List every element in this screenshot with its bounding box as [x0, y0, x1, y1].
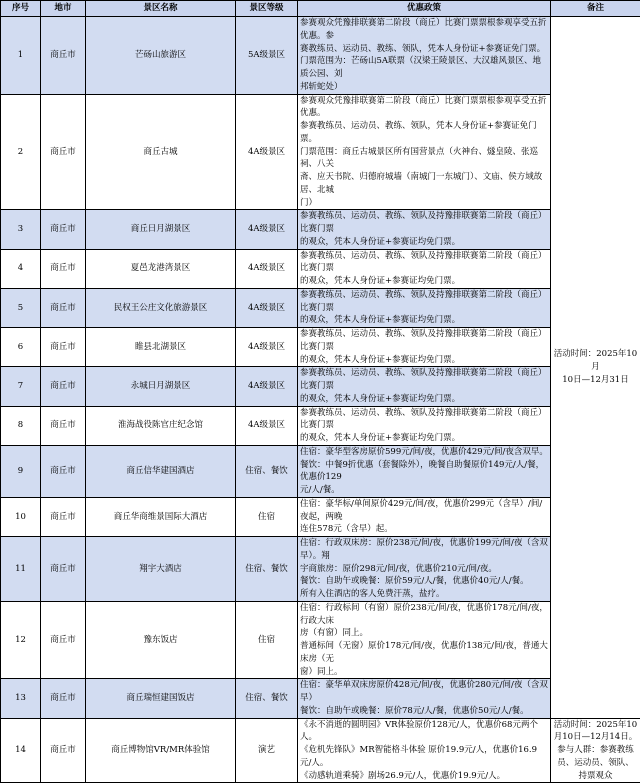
scenic-name-cell: 翔宇大酒店 [86, 537, 236, 602]
city-cell: 商丘市 [41, 601, 86, 679]
level-cell: 4A级景区 [236, 406, 298, 445]
row-number: 1 [1, 17, 41, 95]
level-cell: 4A级景区 [236, 367, 298, 406]
col-header-city: 地市 [41, 1, 86, 17]
policy-line: 赛教练员、运动员、教练、领队，凭本人身份证+参赛证免门票。 [300, 43, 548, 56]
city-cell: 商丘市 [41, 328, 86, 367]
policy-cell [298, 94, 551, 210]
policy-line: 参赛教练员、运动员、教练、领队及持豫排联赛第二阶段（商丘）比赛门票 [300, 407, 548, 433]
table-row [1, 288, 640, 327]
row-number: 8 [1, 406, 41, 445]
level-cell: 4A级景区 [236, 210, 298, 249]
policy-line: 参赛教练员、运动员、教练、领队及持豫排联赛第二阶段（商丘）比赛门票 [300, 367, 548, 393]
policy-cell [298, 601, 551, 679]
scenic-name-cell: 商丘信华建国酒店 [86, 445, 236, 497]
policy-cell [298, 328, 551, 367]
policy-line: 的观众，凭本人身份证+参赛证均免门票。 [300, 275, 548, 288]
policy-cell [298, 445, 551, 497]
policy-line: 的观众，凭本人身份证+参赛证均免门票。 [300, 354, 548, 367]
row-number: 13 [1, 679, 41, 718]
policy-line: 元/人/餐。 [300, 484, 548, 497]
level-cell: 5A级景区 [236, 17, 298, 95]
scenic-name-cell: 商丘博物馆VR/MR体验馆 [86, 718, 236, 783]
row-number: 14 [1, 718, 41, 783]
policy-cell [298, 17, 551, 95]
table-row [1, 718, 640, 783]
city-cell: 商丘市 [41, 94, 86, 210]
policy-cell [298, 679, 551, 718]
policy-line: 住宿：行政标间（有窗）原价238元/间/夜，优惠价178元/间/夜，行政大床 [300, 602, 548, 628]
remark-line: 持票观众 [553, 770, 638, 783]
table-row [1, 497, 640, 536]
policy-line: 《危机先锋队》MR智能格斗体验 原价19.9元/人，优惠价16.9元/人。 [300, 744, 548, 770]
policy-line: 的观众，凭本人身份证+参赛证均免门票。 [300, 236, 548, 249]
policy-line: 参赛教练员、运动员、教练、领队及持豫排联赛第二阶段（商丘）比赛门票 [300, 328, 548, 354]
row-number: 2 [1, 94, 41, 210]
policy-line: 餐饮：中餐9折优惠（套餐除外），晚餐自助餐原价149元/人/餐，优惠价129 [300, 459, 548, 485]
table-row [1, 537, 640, 602]
row-number: 4 [1, 249, 41, 288]
scenic-name-cell: 淮海战役陈官庄纪念馆 [86, 406, 236, 445]
table-row [1, 328, 640, 367]
policy-line: 门票范围：商丘古城景区所有国营景点（火神台、燧皇陵、张巡祠、八关 [300, 146, 548, 172]
col-header-name: 景区名称 [86, 1, 236, 17]
city-cell: 商丘市 [41, 537, 86, 602]
col-header-level: 景区等级 [236, 1, 298, 17]
city-cell: 商丘市 [41, 679, 86, 718]
policy-cell [298, 288, 551, 327]
level-cell: 住宿、餐饮 [236, 445, 298, 497]
row-number: 6 [1, 328, 41, 367]
scenic-name-cell: 商丘古城 [86, 94, 236, 210]
city-cell: 商丘市 [41, 445, 86, 497]
policy-cell [298, 249, 551, 288]
policy-line: 门） [300, 197, 548, 210]
policy-cell [298, 497, 551, 536]
scenic-name-cell: 商丘瑞恒建国饭店 [86, 679, 236, 718]
scenic-name-cell: 商丘华商维景国际大酒店 [86, 497, 236, 536]
remark-line: 月10日—12月14日。 [553, 731, 638, 744]
remark-line: 活动时间：2025年10 [553, 719, 638, 732]
scenic-name-cell: 豫东饭店 [86, 601, 236, 679]
policy-line: 宇商旅房：原价298元/间/夜，优惠价210元/间/夜。 [300, 563, 548, 576]
level-cell: 住宿、餐饮 [236, 537, 298, 602]
level-cell: 4A级景区 [236, 249, 298, 288]
row-number: 11 [1, 537, 41, 602]
policy-line: 《动感轨道乘骑》剧场26.9元/人，优惠价19.9元/人。 [300, 770, 548, 783]
policy-line: 参赛观众凭豫排联赛第二阶段（商丘）比赛门票票根参观享受五折优惠。参 [300, 17, 548, 43]
policy-line: 门票范围为：芒砀山5A联票（汉梁王陵景区、大汉雄风景区、地质公园、刘 [300, 55, 548, 81]
table-row [1, 445, 640, 497]
level-cell: 演艺 [236, 718, 298, 783]
policy-line: 《永不消逝的圆明园》VR体验原价128元/人，优惠价68元两个人。 [300, 719, 548, 745]
remark-line: 员、运动员、领队、 [553, 757, 638, 770]
scenic-name-cell: 睢县北湖景区 [86, 328, 236, 367]
policy-line: 的观众，凭本人身份证+参赛证均免门票。 [300, 314, 548, 327]
level-cell: 住宿 [236, 601, 298, 679]
city-cell: 商丘市 [41, 497, 86, 536]
policy-line: 住宿：行政双床房：原价238元/间/夜，优惠价199元/间/夜（含双早）。翔 [300, 537, 548, 563]
row-number: 12 [1, 601, 41, 679]
city-cell: 商丘市 [41, 288, 86, 327]
policy-cell [298, 210, 551, 249]
city-cell: 商丘市 [41, 210, 86, 249]
level-cell: 4A级景区 [236, 288, 298, 327]
policy-line: 房（有窗）同上。 [300, 627, 548, 640]
remark-line: 活动时间：2025年10月 [553, 348, 638, 374]
policy-line: 普通标间（无窗）原价178元/间/夜，优惠价138元/间/夜，普通大床房（无 [300, 640, 548, 666]
table-row [1, 249, 640, 288]
remark-line: 参与人群：参赛教练 [553, 744, 638, 757]
table-row [1, 17, 640, 95]
policy-cell [298, 367, 551, 406]
policy-line: 参赛教练员、运动员、教练、领队及持豫排联赛第二阶段（商丘）比赛门票 [300, 250, 548, 276]
policy-cell [298, 406, 551, 445]
policy-line: 餐饮：自助午或晚餐：原价59元/人/餐，优惠价40元/人/餐。 [300, 575, 548, 588]
scenic-name-cell: 商丘日月湖景区 [86, 210, 236, 249]
row-number: 9 [1, 445, 41, 497]
table-row [1, 367, 640, 406]
row-number: 5 [1, 288, 41, 327]
scenic-name-cell: 夏邑龙港湾景区 [86, 249, 236, 288]
level-cell: 住宿 [236, 497, 298, 536]
policy-line: 参赛教练员、运动员、教练、领队，凭本人身份证+参赛证免门票。 [300, 120, 548, 146]
policy-line: 邦斩蛇处） [300, 81, 548, 94]
policy-line: 的观众，凭本人身份证+参赛证均免门票。 [300, 393, 548, 406]
table-row [1, 94, 640, 210]
table-row [1, 210, 640, 249]
city-cell: 商丘市 [41, 249, 86, 288]
row-number: 7 [1, 367, 41, 406]
policy-line: 参赛教练员、运动员、教练、领队及持豫排联赛第二阶段（商丘）比赛门票 [300, 289, 548, 315]
level-cell: 住宿、餐饮 [236, 679, 298, 718]
policy-cell [298, 718, 551, 783]
policy-line: 餐饮：自助午或晚餐：原价78元/人/餐，优惠价50元/人/餐。 [300, 705, 548, 718]
col-header-no: 序号 [1, 1, 41, 17]
policy-line: 住宿：豪华单双床房原价428元/间/夜，优惠价280元/间/夜（含双早） [300, 679, 548, 705]
scenic-name-cell: 永城日月湖景区 [86, 367, 236, 406]
policy-line: 连住578元（含早）起。 [300, 523, 548, 536]
level-cell: 4A级景区 [236, 328, 298, 367]
policy-line: 住宿：豪华型客房原价599元/间/夜，优惠价429元/间/夜含双早。 [300, 446, 548, 459]
table-row [1, 406, 640, 445]
policy-line: 窗）同上。 [300, 666, 548, 679]
header-row [1, 1, 640, 17]
policy-line: 所有入住酒店的客人免费汗蒸，盐疗。 [300, 588, 548, 601]
city-cell: 商丘市 [41, 17, 86, 95]
policy-cell [298, 537, 551, 602]
policy-line: 住宿：豪华标/单间原价429元/间/夜，优惠价299元（含早）/间/夜起，两晚 [300, 498, 548, 524]
level-cell: 4A级景区 [236, 94, 298, 210]
row-number: 10 [1, 497, 41, 536]
policy-line: 参赛教练员、运动员、教练、领队及持豫排联赛第二阶段（商丘）比赛门票 [300, 210, 548, 236]
city-cell: 商丘市 [41, 406, 86, 445]
city-cell: 商丘市 [41, 718, 86, 783]
col-header-policy: 优惠政策 [298, 1, 551, 17]
policy-line: 参赛观众凭豫排联赛第二阶段（商丘）比赛门票票根参观享受五折优惠。 [300, 95, 548, 121]
table-row [1, 601, 640, 679]
city-cell: 商丘市 [41, 367, 86, 406]
remark-line: 10日—12月31日 [553, 374, 638, 387]
scenic-name-cell: 民权王公庄文化旅游景区 [86, 288, 236, 327]
row-number: 3 [1, 210, 41, 249]
remark-cell-activity-period [551, 17, 640, 719]
col-header-remark: 备注 [551, 1, 640, 17]
scenic-name-cell: 芒砀山旅游区 [86, 17, 236, 95]
policy-line: 斋、应天书院、归德府城墙（南城门一东城门）、文庙、侯方域故居、北城 [300, 171, 548, 197]
remark-cell-vr-experience [551, 718, 640, 783]
policy-line: 的观众，凭本人身份证+参赛证均免门票。 [300, 432, 548, 445]
table-row [1, 679, 640, 718]
